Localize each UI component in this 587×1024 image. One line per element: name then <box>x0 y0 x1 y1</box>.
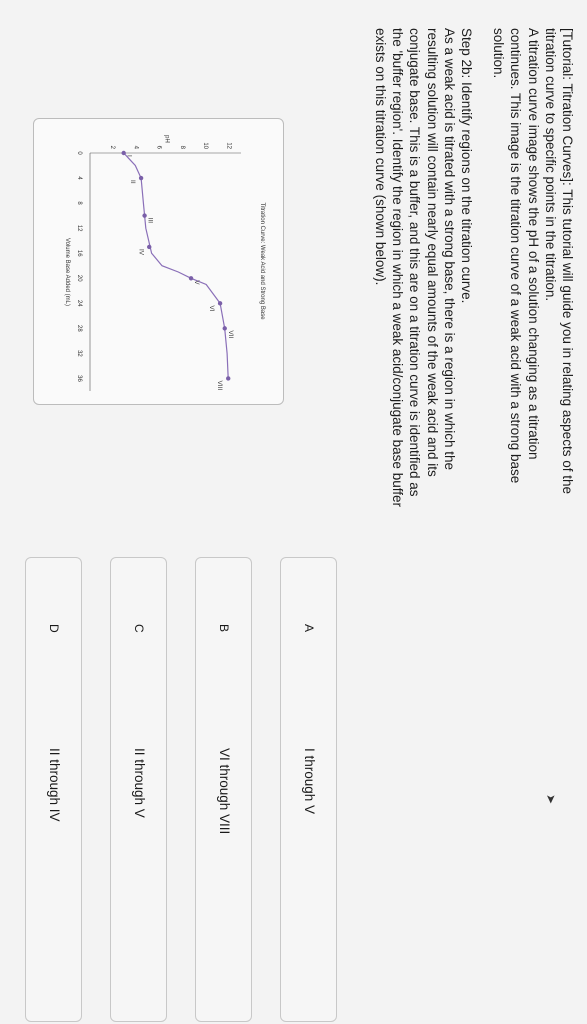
choice-text: II through V <box>132 748 147 818</box>
intro-line: A titration curve image shows the pH of a solution changing as a titration <box>525 28 541 460</box>
curve-point <box>226 376 230 380</box>
choice-d[interactable] <box>25 557 82 1022</box>
step-line: the 'buffer region'. Identify the region in which a weak acid/conjugate base buffer <box>390 28 406 507</box>
y-axis-label: pH <box>163 135 170 143</box>
x-tick-label: 12 <box>76 224 82 232</box>
tick-labels <box>76 142 231 382</box>
curve-point <box>147 245 151 249</box>
choice-text: II through IV <box>47 748 62 822</box>
answer-choices <box>25 557 337 1022</box>
point-label: III <box>146 217 154 224</box>
x-tick-label: 32 <box>76 350 82 357</box>
x-tick-label: 16 <box>76 249 82 257</box>
choice-b[interactable] <box>195 557 252 1022</box>
y-tick-label: 4 <box>132 145 139 149</box>
intro-line: titration curve to specific points in the titration. <box>542 28 558 302</box>
labeled-points <box>121 151 233 391</box>
x-tick-label: 24 <box>76 299 82 307</box>
chart-title: Titration Curve: Weak Acid and Strong Base <box>259 202 265 320</box>
x-tick-label: 4 <box>76 176 82 180</box>
y-tick-label: 8 <box>178 145 185 149</box>
intro-line: [Tutorial: Titration Curves]: This tutorial will guide you in relating aspects of the <box>560 28 575 494</box>
choice-letter: A <box>302 624 316 633</box>
point-label: I <box>125 155 133 157</box>
y-tick-label: 2 <box>109 145 116 149</box>
mouse-pointer-icon: ➤ <box>544 794 558 805</box>
y-tick-label: 6 <box>155 145 162 149</box>
x-tick-label: 28 <box>76 325 82 332</box>
choice-a[interactable] <box>280 557 337 1022</box>
x-axis-label: Volume Base Added (mL) <box>64 237 70 307</box>
x-tick-label: 0 <box>76 151 82 155</box>
y-tick-label: 12 <box>225 142 232 149</box>
choice-letter: B <box>217 624 231 633</box>
choice-letter: C <box>132 624 146 633</box>
curve-point <box>218 301 222 305</box>
titration-curve-line <box>124 153 229 379</box>
titration-figure <box>33 118 284 405</box>
point-label: VI <box>208 305 216 312</box>
point-label: V <box>193 280 201 285</box>
choice-letter: D <box>47 624 61 633</box>
intro-line: solution. <box>491 28 507 79</box>
titration-chart <box>34 119 283 404</box>
x-tick-label: 20 <box>76 274 82 282</box>
intro-line: continues. This image is the titration curve of a weak acid with a strong base <box>508 28 524 484</box>
point-label: II <box>129 180 137 184</box>
step-line: resulting solution will contain nearly equal amounts of the weak acid and its <box>424 28 440 477</box>
choice-c[interactable] <box>110 557 167 1022</box>
point-label: VIII <box>216 380 224 391</box>
step-heading: Step 2b: Identify regions on the titration curve. <box>458 28 474 304</box>
choice-text: VI through VIII <box>217 748 232 835</box>
tutorial-text <box>372 28 576 638</box>
x-tick-label: 8 <box>76 201 82 205</box>
step-line: As a weak acid is titrated with a strong base, there is a region in which the <box>441 28 457 470</box>
point-label: IV <box>137 248 145 256</box>
step-line: exists on this titration curve (shown below). <box>372 28 388 286</box>
step-line: conjugate base. This is a buffer, and this are on a titration curve is identified as <box>407 28 423 497</box>
point-label: VII <box>226 330 234 339</box>
x-tick-label: 36 <box>76 375 82 382</box>
y-tick-label: 10 <box>202 142 209 149</box>
choice-text: I through V <box>302 748 317 815</box>
curve-point <box>139 176 143 180</box>
